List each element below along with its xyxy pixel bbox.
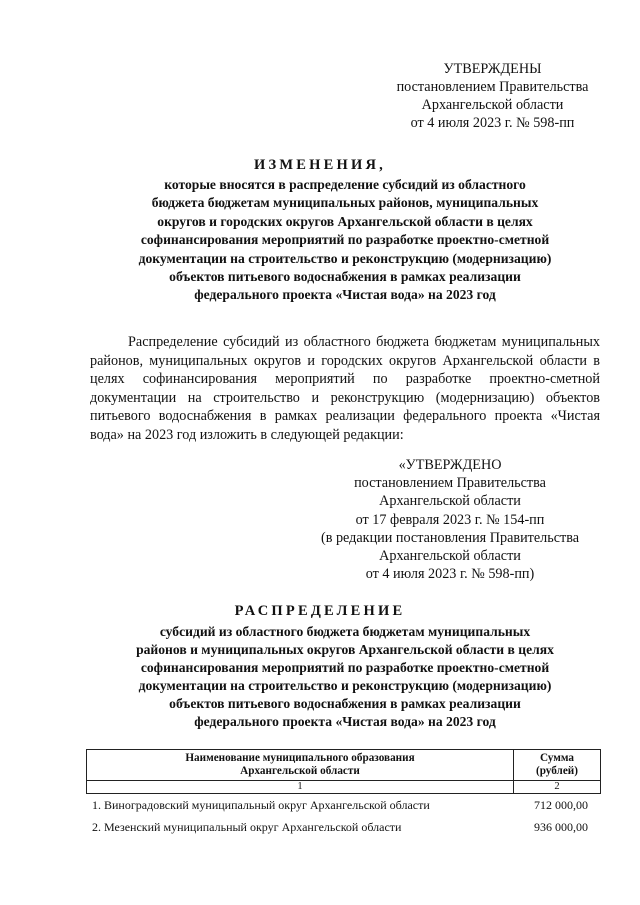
changes-subtitle xyxy=(95,176,595,305)
header-sum-line: (рублей) xyxy=(536,765,578,777)
approval2-line: Архангельской области xyxy=(379,548,521,565)
changes-subtitle-line: софинансирования мероприятий по разработке проектно-сметной xyxy=(140,232,550,248)
column-number-2: 2 xyxy=(514,781,601,794)
approval2-line: Архангельской области xyxy=(379,493,521,510)
header-sum-line: Сумма xyxy=(539,752,574,764)
distribution-subtitle xyxy=(95,623,595,731)
approval2-line: от 4 июля 2023 г. № 598-пп) xyxy=(365,566,535,583)
row-sum: 712 000,00 xyxy=(534,798,588,812)
header-municipality-line: Архангельской области xyxy=(240,765,360,777)
approval2-line: от 17 февраля 2023 г. № 154-пп xyxy=(355,511,545,528)
approval-line-1: постановлением Правительства xyxy=(396,79,589,95)
changes-subtitle-line: округов и городских округов Архангельской области в целях xyxy=(157,213,533,229)
distribution-subtitle-line: федерального проекта «Чистая вода» на 2023 год xyxy=(194,714,496,729)
header-municipality xyxy=(87,750,514,781)
row-municipality: 2. Мезенский муниципальный округ Архангельской области xyxy=(92,820,402,834)
approval-title: УТВЕРЖДЕНЫ xyxy=(443,61,542,77)
changes-subtitle-line: бюджета бюджетам муниципальных районов, муниципальных xyxy=(151,195,539,211)
body-paragraph: Распределение субсидий из областного бюджета бюджетам муниципальных районов, муниципальных округов и городских округов Архангельской области в целях софинансирования мероприятий по разработке проектно-сметной документации на строительство и реконструкцию (модернизацию) объектов питьевого водоснабжения в рамках реализации федерального проекта «Чистая вода» на 2023 год изложить в следующей редакции: xyxy=(90,334,600,443)
row-sum: 936 000,00 xyxy=(534,820,588,834)
table-header-row xyxy=(87,750,601,781)
distribution-subtitle-line: районов и муниципальных округов Архангельской области в целях xyxy=(136,642,554,657)
table-number-row xyxy=(87,781,601,794)
approval-stamp-quoted xyxy=(300,456,600,583)
header-municipality-line: Наименование муниципального образования xyxy=(185,752,415,764)
row-municipality: 1. Виноградовский муниципальный округ Архангельской области xyxy=(92,798,430,812)
approval-stamp xyxy=(380,60,605,132)
approval-line-3: от 4 июля 2023 г. № 598-пп xyxy=(410,115,575,131)
distribution-subtitle-line: документации на строительство и реконструкцию (модернизацию) xyxy=(138,678,552,693)
approval2-line: постановлением Правительства xyxy=(354,475,546,492)
column-number-1: 1 xyxy=(87,781,514,794)
changes-heading: ИЗМЕНЕНИЯ, xyxy=(254,157,386,173)
approval2-line: (в редакции постановления Правительства xyxy=(320,529,580,546)
distribution-table xyxy=(86,749,601,794)
distribution-subtitle-line: субсидий из областного бюджета бюджетам муниципальных xyxy=(159,624,531,639)
changes-subtitle-line: федерального проекта «Чистая вода» на 2023 год xyxy=(194,287,496,303)
approval2-line: «УТВЕРЖДЕНО xyxy=(398,457,502,473)
changes-subtitle-line: документации на строительство и реконструкцию (модернизацию) xyxy=(138,250,552,266)
header-sum xyxy=(514,750,601,781)
distribution-subtitle-line: объектов питьевого водоснабжения в рамках реализации xyxy=(169,696,521,711)
approval-line-2: Архангельской области xyxy=(421,97,564,113)
changes-subtitle-line: которые вносятся в распределение субсидий из областного xyxy=(164,177,526,192)
distribution-subtitle-line: софинансирования мероприятий по разработке проектно-сметной xyxy=(140,660,550,675)
distribution-heading: РАСПРЕДЕЛЕНИЕ xyxy=(234,603,406,619)
changes-subtitle-line: объектов питьевого водоснабжения в рамках реализации xyxy=(169,269,521,285)
